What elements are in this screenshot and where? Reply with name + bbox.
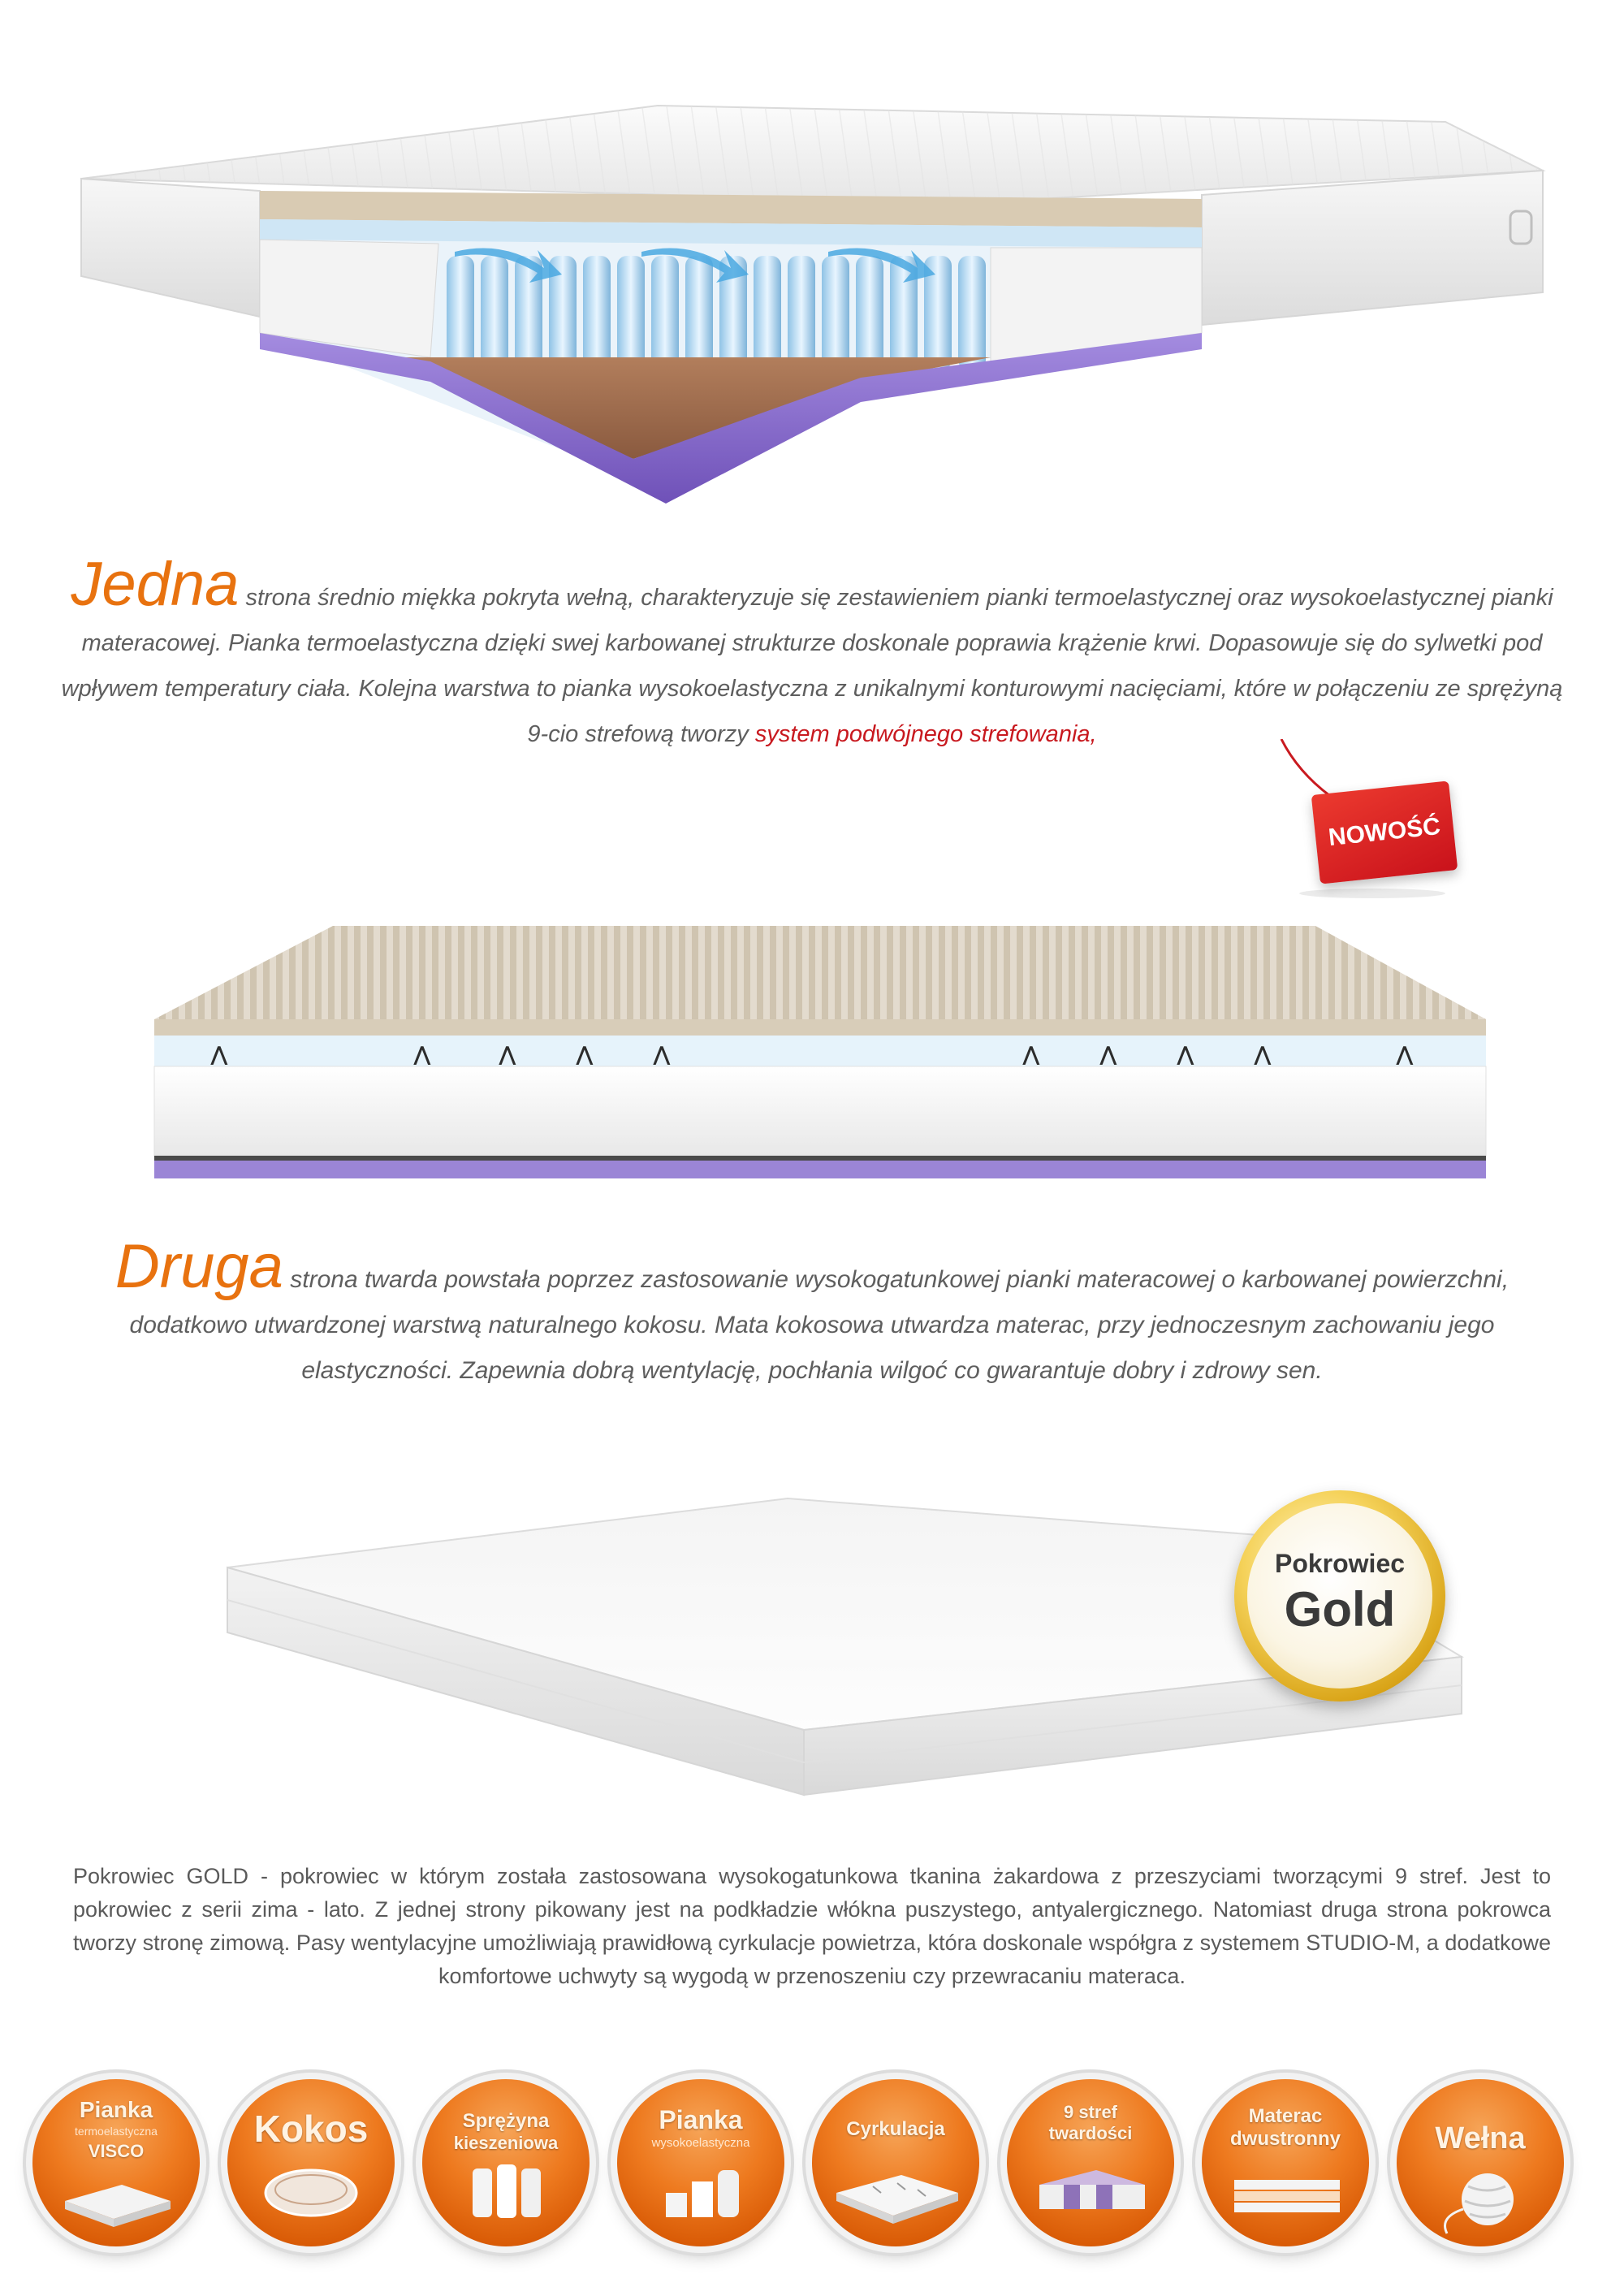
visco-foam-icon	[32, 2079, 200, 2246]
seal-line-1: Pokrowiec	[1274, 1549, 1406, 1578]
second-side-text: strona twarda powstała poprzez zastosowanie wysokogatunkowej pianki materacowej o karbowanej powierzchni, dodatkowo utwardzonej warstwą naturalnego kokosu. Mata kokosowa utwardza materac, przy jednoczesnym zachowaniu jego elastyczności. Zapewnia dobrą wentylację, pochłania wilgoć co gwarantuje dobry i zdrowy sen.	[129, 1266, 1510, 1384]
badge-wool	[1397, 2079, 1564, 2246]
zoning-system-highlight: system podwójnego strefowania,	[754, 721, 1097, 747]
badge-title: 9 stref	[1063, 2102, 1118, 2122]
wool-yarn-icon	[1397, 2079, 1564, 2246]
two-sided-mattress-icon	[1202, 2079, 1369, 2246]
hr-foam-icon	[617, 2079, 784, 2246]
badge-air-circulation	[812, 2079, 979, 2246]
badge-subtitle: twardości	[1048, 2123, 1133, 2143]
badge-pocket-spring	[422, 2079, 590, 2246]
svg-text:⋀: ⋀	[211, 1044, 227, 1066]
first-side-description	[57, 550, 1567, 757]
mattress-cross-section-image	[49, 89, 1575, 544]
gold-cover-seal	[1234, 1490, 1445, 1701]
badge-title: Pianka	[79, 2097, 153, 2122]
badge-subtitle: termoelastyczna	[75, 2125, 158, 2138]
svg-text:⋀: ⋀	[414, 1044, 430, 1066]
badge-title: Sprężyna	[462, 2110, 550, 2132]
nine-zones-icon	[1007, 2079, 1174, 2246]
new-tag-label: NOWOŚĆ	[1327, 812, 1442, 852]
badge-visco-foam	[32, 2079, 200, 2246]
first-side-text: strona średnio miękka pokryta wełną, charakteryzuje się zestawieniem pianki termoelastycznej oraz wysokoelastycznej pianki materacowej. Pianka termoelastyczna dzięki swej karbowanej strukturze doskonale poprawia krążenie krwi. Dopasowuje się do sylwetki pod wpływem temperatury ciała. Kolejna warstwa to pianka wysokoelastyczna z unikalnymi konturowymi nacięciami, które w połączeniu ze sprężyną 9-cio strefową tworzy	[61, 585, 1563, 747]
coconut-mat-icon	[227, 2079, 395, 2246]
badge-coconut	[227, 2079, 395, 2246]
mattress-second-side-image	[146, 918, 1494, 1194]
cover-description: Pokrowiec GOLD - pokrowiec w którym została zastosowana wysokogatunkowa tkanina żakardowa z przeszyciami tworzącymi 9 stref. Jest to pokrowiec z serii zima - lato. Z jednej strony pikowany jest na podkładzie włókna puszystego, antyalergicznego. Natomiast druga strona pokrowca tworzy stronę zimową. Pasy wentylacyjne umożliwiają prawidłową cyrkulacje powietrza, która doskonale współgra z systemem STUDIO-M, a dodatkowe komfortowe uchwyty są wygodą w przenoszeniu czy przewracaniu materaca.	[73, 1864, 1551, 1988]
badge-title: Kokos	[253, 2108, 369, 2150]
badge-title: Wełna	[1435, 2121, 1526, 2155]
badge-nine-zones	[1007, 2079, 1174, 2246]
badge-title: Pianka	[659, 2105, 743, 2134]
svg-text:⋀: ⋀	[1100, 1044, 1116, 1066]
badge-two-sided	[1202, 2079, 1369, 2246]
badge-title: Materac	[1248, 2105, 1323, 2127]
seal-line-2: Gold	[1284, 1582, 1396, 1637]
badge-subtitle: wysokoelastyczna	[651, 2136, 750, 2150]
badge-extra: VISCO	[88, 2141, 145, 2161]
svg-text:⋀: ⋀	[1397, 1044, 1413, 1066]
pocket-spring-icon	[422, 2079, 590, 2246]
drop-cap-druga: Druga	[114, 1232, 283, 1301]
second-side-description	[57, 1232, 1567, 1394]
new-tag	[1275, 739, 1462, 902]
badge-hr-foam	[617, 2079, 784, 2246]
svg-text:⋀: ⋀	[1255, 1044, 1271, 1066]
badge-subtitle: dwustronny	[1230, 2128, 1341, 2150]
svg-text:⋀: ⋀	[499, 1044, 516, 1066]
air-circulation-icon	[812, 2079, 979, 2246]
badge-title: Cyrkulacja	[846, 2118, 945, 2140]
drop-cap-jedna: Jedna	[71, 550, 240, 619]
svg-text:⋀: ⋀	[654, 1044, 670, 1066]
svg-text:⋀: ⋀	[577, 1044, 593, 1066]
badge-subtitle: kieszeniowa	[453, 2133, 559, 2153]
svg-text:⋀: ⋀	[1177, 1044, 1194, 1066]
svg-text:⋀: ⋀	[1023, 1044, 1039, 1066]
